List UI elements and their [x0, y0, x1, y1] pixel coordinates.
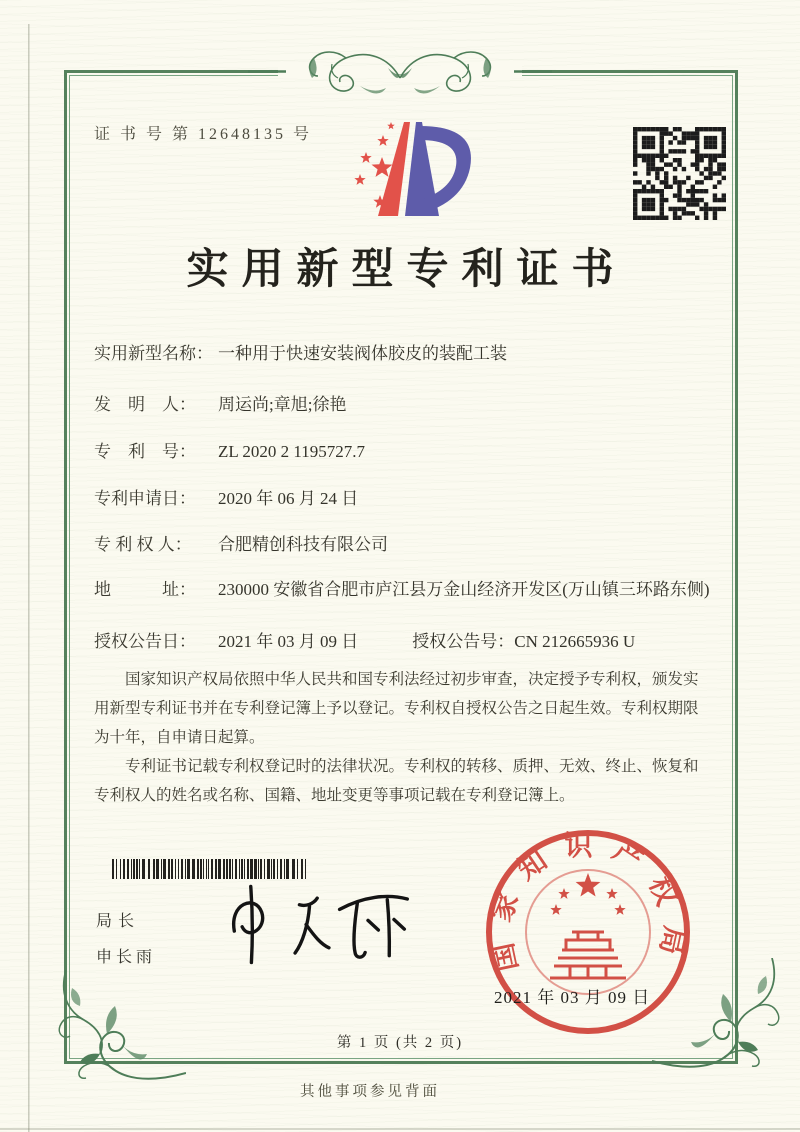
field-label: 专利申请日：: [94, 489, 196, 508]
legal-paragraph-1: 国家知识产权局依照中华人民共和国专利法经过初步审查，决定授予专利权，颁发实用新型专利证书并在专利登记簿上予以登记。专利权自授权公告之日起生效。专利权期限为十年，自申请日起算。: [94, 671, 699, 746]
field-value: 合肥精创科技有限公司: [218, 535, 388, 554]
back-side-note: 其他事项参见背面: [300, 1084, 440, 1100]
scan-edge-bottom: [0, 1128, 800, 1130]
field-row-address: [94, 578, 710, 602]
director-name: 申长雨: [96, 949, 157, 966]
cnipa-logo-icon: [336, 110, 476, 238]
field-value: 一种用于快速安装阀体胶皮的装配工装: [218, 344, 507, 363]
field-label: 专 利 号：: [94, 442, 196, 461]
top-scroll-ornament-icon: [248, 42, 552, 102]
field-row-filing-date: [94, 487, 710, 511]
legal-text-block: [94, 665, 708, 810]
legal-paragraph-2: 专利证书记载专利权登记时的法律状况。专利权的转移、质押、无效、终止、恢复和专利权人的姓名或名称、国籍、地址变更等事项记载在专利登记簿上。: [94, 758, 699, 804]
field-row-inventors: [94, 393, 710, 417]
director-title: 局长: [96, 913, 141, 930]
qr-code: [633, 127, 726, 220]
field-row-grant: [94, 630, 710, 654]
field-row-patentee: [94, 533, 710, 557]
field-value: 230000 安徽省合肥市庐江县万金山经济开发区(万山镇三环路东侧): [218, 580, 710, 599]
bottom-left-flourish-icon: [36, 970, 186, 1090]
svg-text:国家知识产权局: [484, 830, 690, 974]
grant-date-label: 授权公告日：: [94, 632, 196, 651]
scan-edge-left: [28, 24, 30, 1132]
field-label: 地 址：: [94, 580, 196, 599]
field-label: 专 利 权 人：: [94, 535, 192, 554]
certificate-title: 实用新型专利证书: [186, 247, 627, 293]
field-value: 周运尚;章旭;徐艳: [218, 395, 347, 414]
director-signature: [222, 876, 422, 966]
field-value: 2020 年 06 月 24 日: [218, 489, 359, 508]
seal-date: 2021 年 03 月 09 日: [494, 988, 651, 1007]
certificate-number: 证 书 号 第 12648135 号: [94, 126, 313, 143]
page-number: 第 1 页 (共 2 页): [336, 1035, 464, 1051]
grant-number-label: 授权公告号：: [412, 632, 515, 651]
grant-date-value: 2021 年 03 月 09 日: [218, 632, 359, 651]
field-value: ZL 2020 2 1195727.7: [218, 442, 366, 461]
field-row-name: [94, 342, 710, 366]
seal-text: 国家知识产权局: [484, 831, 690, 974]
field-row-patent-number: [94, 440, 710, 464]
field-label: 发 明 人：: [94, 395, 196, 414]
grant-number-value: CN 212665936 U: [514, 632, 636, 651]
field-label: 实用新型名称：: [94, 344, 213, 363]
